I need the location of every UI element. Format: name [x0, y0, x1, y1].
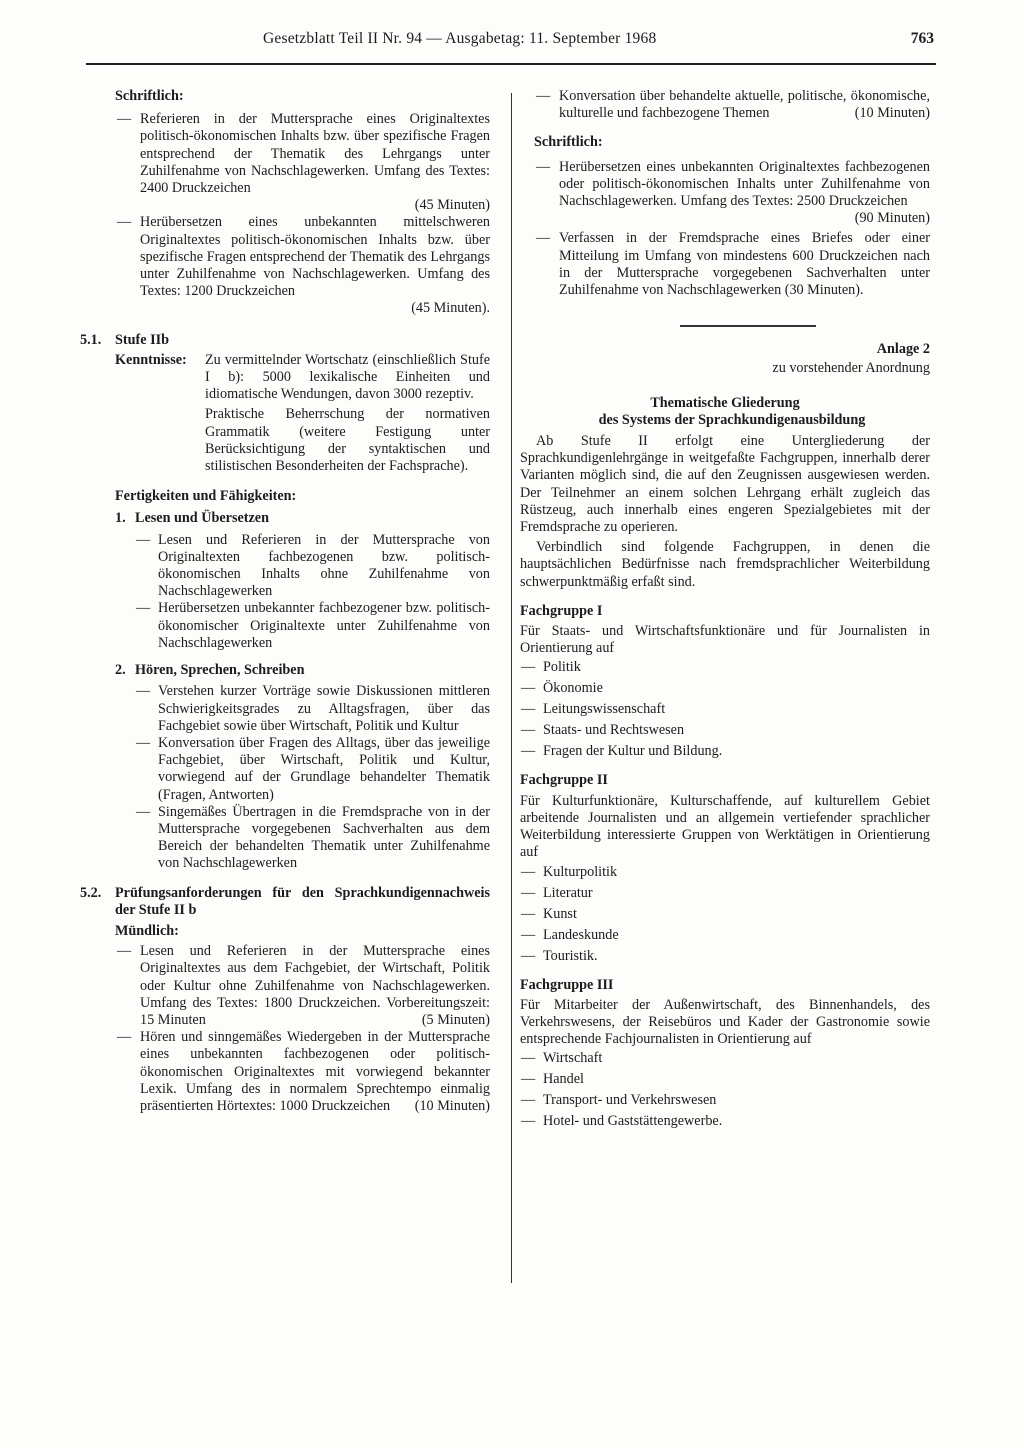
list-item: — Herübersetzen eines unbekannten mittelschweren Originaltextes politisch-ökonomischen Inhalts bzw. über spezifische Fragen entsprechend der Thematik des Lehrgangs unter Zuhilfenahme von Nachschlagewerken. Umfang des Textes: 1200 Druckzeichen (45 Minuten).: [115, 214, 490, 317]
list-item: — Verstehen kurzer Vorträge sowie Diskussionen mittleren Schwierigkeitsgrades zu Alltagsfragen, über das Fachgebiet sowie über Wirtschaft, Politik und Kultur: [135, 683, 490, 735]
muendlich-heading: Mündlich:: [115, 922, 179, 939]
section-title: Stufe IIb: [115, 331, 170, 348]
page-number: 763: [910, 30, 934, 47]
subsection-title: Hören, Sprechen, Schreiben: [135, 662, 305, 679]
list-item: — Kunst: [520, 904, 930, 925]
list-item: — Kulturpolitik: [520, 862, 930, 883]
section-title: Thematische Gliederung: [650, 394, 800, 411]
list-item: — Leitungswissenschaft: [520, 699, 930, 720]
kenntnisse-label: Kenntnisse:: [115, 351, 187, 368]
list-item: — Lesen und Referieren in der Muttersprache eines Originaltextes aus dem Fachgebiet, der Wirtschaft, Politik oder Kultur ohne Zuhilfenahme von Nachschlagewerken. Umfang des Textes: 1800 Druckzeichen. Vorbereitungszeit: 15 Minuten (5 Minuten): [115, 943, 490, 1029]
kenntnisse-text: Zu vermittelnder Wortschatz (einschließlich Stufe I b): 5000 lexikalische Einheiten und idiomatische Wendungen, davon 3000 rezeptiv.: [205, 351, 490, 403]
fachgruppe-title: Fachgruppe II: [520, 772, 608, 789]
paragraph: Für Kulturfunktionäre, Kulturschaffende, auf kulturellem Gebiet arbeitende Journalisten und an allgemein vertiefender sprachlicher Weiterbildung interessierte Gruppen von Werktätigen in Orientierung auf: [520, 792, 930, 861]
list-item: — Landeskunde: [520, 925, 930, 946]
schriftlich-block-2: [520, 134, 930, 299]
muendlich-block: [80, 923, 490, 1115]
list-item: — Hotel- und Gaststättengewerbe.: [520, 1111, 930, 1132]
list-item: — Fragen der Kultur und Bildung.: [520, 741, 930, 762]
fertigkeiten-heading: Fertigkeiten und Fähigkeiten:: [115, 488, 297, 505]
paragraph: Für Staats- und Wirtschaftsfunktionäre und für Journalisten in Orientierung auf: [520, 623, 930, 657]
anlage-title: Anlage 2: [876, 341, 930, 358]
page-header: [88, 30, 934, 58]
list-item: — Literatur: [520, 883, 930, 904]
list-item: — Staats- und Rechtswesen: [520, 720, 930, 741]
section-5-1: 5.1. Stufe IIb: [80, 331, 170, 348]
anlage-subtitle: zu vorstehender Anordnung: [772, 360, 930, 377]
paragraph: Verbindlich sind folgende Fachgruppen, in denen die hauptsächlichen Bedürfnisse nach fremdsprachlicher Weiterbildung schwerpunktmäßig erfaßt sind.: [520, 539, 930, 590]
list-item: — Lesen und Referieren in der Muttersprache von Originaltexten fachbezogenen bzw. politisch-ökonomischen Inhalts ohne Zuhilfenahme von Nachschlagewerken: [135, 532, 490, 601]
paragraph: Ab Stufe II erfolgt eine Untergliederung der Sprachkundigenlehrgänge in weitgefaßte Fachgruppen, innerhalb derer Varianten möglich sind, die auf den Zeugnissen ausgewiesen werden. Der Teilnehmer an einem solchen Lehrgang erhält zugleich das Rüstzeug, auch innerhalb eines engeren Spezialgebietes mit der Fremdsprache zu operieren.: [520, 433, 930, 536]
list-item: — Hören und sinngemäßes Wiedergeben in der Muttersprache eines unbekannten fachbezogenen oder politisch-ökonomischen Originaltextes mit vorwiegend bekannter Lexik. Umfang des in normalem Sprechtempo einmalig präsentierten Hörtextes: 1000 Druckzeichen (10 Minuten): [115, 1029, 490, 1115]
gazette-title: Gesetzblatt Teil II Nr. 94 — Ausgabetag: 11. September 1968: [263, 30, 657, 47]
list-item: — Transport- und Verkehrswesen: [520, 1090, 930, 1111]
subsection-title: Lesen und Übersetzen: [135, 510, 269, 527]
list-item: — Wirtschaft: [520, 1048, 930, 1069]
fachgruppe-title: Fachgruppe III: [520, 976, 614, 993]
kenntnisse-block: [80, 352, 490, 475]
list-item: — Ökonomie: [520, 678, 930, 699]
list-item: — Herübersetzen unbekannter fachbezogener bzw. politisch-ökonomischer Originaltexte unter Zuhilfenahme von Nachschlagewerken: [135, 600, 490, 652]
section-5-2: 5.2. Prüfungsanforderungen für den Sprachkundigennachweis der Stufe II b: [80, 884, 490, 918]
header-rule: [86, 63, 936, 65]
list-item: — Touristik.: [520, 946, 930, 967]
left-column: [80, 88, 490, 1115]
schriftlich-block: [80, 88, 490, 318]
list-item: — Konversation über behandelte aktuelle, politische, ökonomische, kulturelle und fachbezogene Themen (10 Minuten): [534, 88, 930, 122]
list-item: — Handel: [520, 1069, 930, 1090]
paragraph: Für Mitarbeiter der Außenwirtschaft, des Binnenhandels, des Verkehrswesens, der Reisebüros und Kader der Gastronomie sowie entsprechende Fachjournalisten in Orientierung auf: [520, 996, 930, 1048]
list-item: — Referieren in der Muttersprache eines Originaltextes politisch-ökonomischen Inhalts bzw. über spezifische Fragen entsprechend der Thematik des Lehrgangs unter Zuhilfenahme von Nachschlagewerken. Umfang des Textes: 2400 Druckzeichen (45 Minuten): [115, 111, 490, 214]
list-item: — Singemäßes Übertragen in die Fremdsprache von in der Muttersprache vorgegebenen Sachverhalten aus dem Bereich der behandelten Thematik unter Zuhilfenahme von Nachschlagewerken: [135, 804, 490, 873]
right-column: [520, 88, 930, 1132]
section-title: des Systems der Sprachkundigenausbildung: [598, 411, 866, 428]
fachgruppe-title: Fachgruppe I: [520, 602, 603, 619]
schriftlich-heading: Schriftlich:: [115, 88, 184, 104]
section-title: Prüfungsanforderungen für den Sprachkundigennachweis der Stufe II b: [115, 884, 490, 918]
list-item: — Herübersetzen eines unbekannten Originaltextes fachbezogenen oder politisch-ökonomischen Inhalts unter Zuhilfenahme von Nachschlagewerken. Umfang des Textes: 2500 Druckzeichen (90 Minuten): [534, 159, 930, 228]
anlage-rule: [680, 325, 816, 327]
list-item: — Politik: [520, 657, 930, 678]
subsection-1: 1. Lesen und Übersetzen — Lesen und Referieren in der Muttersprache von Originaltexten fachbezogenen bzw. politisch-ökonomischen Inhalts ohne Zuhilfenahme von Nachschlagewerken — Herübersetzen unbekannter fachbezogener bzw. politisch-ökonomischer Originaltexte unter Zuhilfenahme von Nachschlagewerken: [80, 510, 490, 652]
subsection-2: 2. Hören, Sprechen, Schreiben — Verstehen kurzer Vorträge sowie Diskussionen mittleren Schwierigkeitsgrades zu Alltagsfragen, über das Fachgebiet sowie über Wirtschaft, Politik und Kultur — Konversation über Fragen des Alltags, über das jeweilige Fachgebiet, über Wirtschaft, Politik und Kultur, vorwiegend auf der Grundlage behandelter Thematik (Fragen, Antworten) — Singemäßes Übertragen in die Fremdsprache von in der Muttersprache vorgegebenen Sachverhalten aus dem Bereich der behandelten Thematik unter Zuhilfenahme von Nachschlagewerken: [80, 662, 490, 872]
list-item: — Konversation über Fragen des Alltags, über das jeweilige Fachgebiet, über Wirtschaft, Politik und Kultur, vorwiegend auf der Grundlage behandelter Thematik (Fragen, Antworten): [135, 735, 490, 804]
kenntnisse-text: Praktische Beherrschung der normativen Grammatik (weitere Festigung unter Berücksichtigung der syntaktischen und stilistischen Besonderheiten der Fachsprache).: [205, 406, 490, 475]
list-item: — Verfassen in der Fremdsprache eines Briefes oder einer Mitteilung im Umfang von mindestens 600 Druckzeichen nach in der Muttersprache vorgegebenen Sachverhalten unter Zuhilfenahme von Nachschlagewerken (30 Minuten).: [534, 230, 930, 299]
column-divider: [511, 93, 512, 1283]
schriftlich-heading: Schriftlich:: [534, 134, 603, 151]
